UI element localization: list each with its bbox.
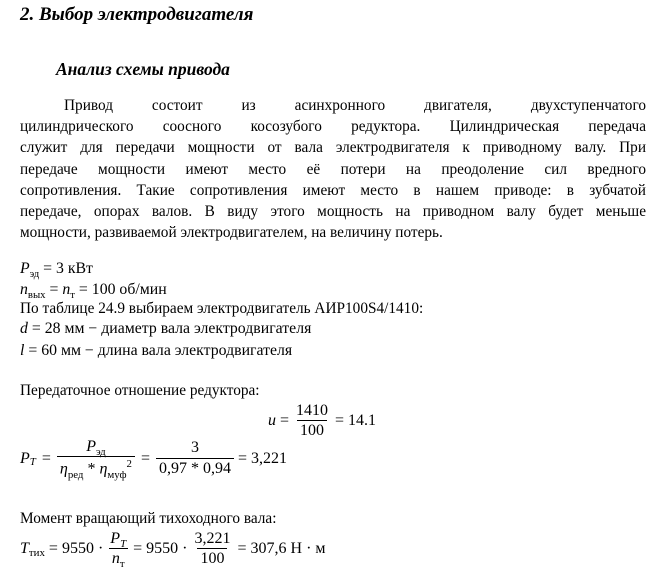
torque-fraction-symbolic: $\frac{P_T}{n_т}$ bbox=[110, 530, 127, 571]
paragraph-line: сопротивления. Такие сопротивления имеют место в нашем приводе: в зубчатой bbox=[20, 181, 646, 199]
power-fraction-numeric: $\frac{3}{0,97 * 0,94}$ bbox=[156, 439, 234, 478]
paragraph-line: мощности, развиваемой электродвигателем, на величину потерь. bbox=[20, 224, 443, 242]
ratio-equation: u = $\frac{1410}{100}$ = 14.1 bbox=[268, 402, 377, 440]
torque-label: Момент вращающий тихоходного вала: bbox=[20, 510, 277, 527]
paragraph-line: служит для передачи мощности от вала электродвигателя к приводному валу. При bbox=[20, 139, 646, 157]
section-heading: 2. Выбор электродвигателя bbox=[20, 4, 254, 25]
paragraph-line: Привод состоит из асинхронного двигателя, двухступенчатого bbox=[64, 97, 646, 114]
ratio-label: Передаточное отношение редуктора: bbox=[20, 382, 260, 399]
power-given: $P_{эд} = 3$ кВт bbox=[20, 260, 93, 280]
power-equation: P T = $\frac{P_{эд}}{\eta_{ред} * \eta_{муф}^2}$ = $\frac{3}{0,97 * 0,94}$ = 3,221 bbox=[20, 438, 288, 481]
power-fraction-symbolic: $\frac{P_{эд}}{\eta_{ред} * \eta_{муф}^2}$ bbox=[57, 438, 135, 479]
speed-given: $n_{вых} = n_т = 100$ об/мин bbox=[20, 281, 167, 301]
torque-fraction-numeric: $\frac{3,221}{100}$ bbox=[194, 530, 231, 568]
paragraph-line: передаче мощности имеют место её потери на преодоление сил вредного bbox=[20, 160, 646, 178]
subsection-heading: Анализ схемы привода bbox=[56, 59, 230, 79]
paragraph-line: цилиндрического соосного косозубого редуктора. Цилиндрическая передача bbox=[20, 118, 646, 136]
ratio-fraction: $\frac{1410}{100}$ bbox=[296, 402, 329, 440]
motor-selection-line: По таблице 24.9 выбираем электродвигатель АИР100S4/1410: bbox=[20, 300, 424, 317]
paragraph-line: передаче, опорах валов. В виду этого мощность на приводном валу будет меньше bbox=[20, 203, 646, 221]
shaft-diameter-line: d = 28 мм − диаметр вала электродвигателя bbox=[20, 320, 312, 337]
shaft-length-line: l = 60 мм − длина вала электродвигателя bbox=[20, 342, 293, 359]
description-paragraph bbox=[20, 95, 646, 243]
torque-equation: T тих = 9550 · $\frac{P_T}{n_т}$ = 9550 · $\frac{3,221}{100}$ = 307,6 Н · м bbox=[20, 530, 326, 571]
